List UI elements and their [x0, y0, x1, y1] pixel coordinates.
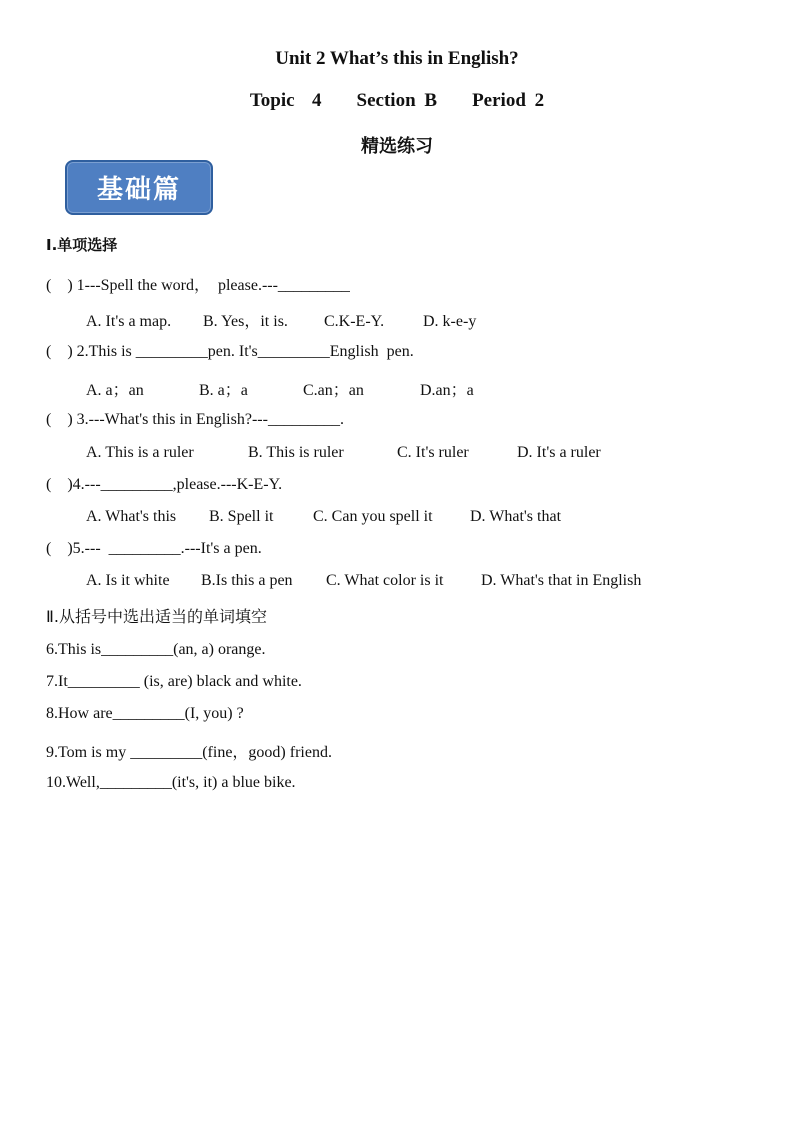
q4-option-d: D. What's that [470, 508, 562, 525]
question-1-options [86, 308, 476, 331]
q3-option-d: D. It's a ruler [517, 444, 601, 461]
q3-option-b: B. This is ruler [248, 444, 344, 461]
fill-item-9: 9.Tom is my _________(fine，good) friend. [46, 744, 332, 761]
fill-item-10: 10.Well,_________(it's, it) a blue bike. [46, 774, 296, 791]
section1-heading: I.单项选择 [46, 236, 118, 254]
question-5-options [86, 572, 641, 590]
q5-option-a: A. Is it white [86, 572, 170, 589]
q1-option-c: C.K-E-Y. [324, 313, 385, 330]
q2-option-d: D.an；a [420, 382, 474, 399]
page-title: Unit 2 What’s this in English? [275, 48, 519, 69]
q1-option-a: A. It's a map. [86, 313, 172, 330]
fill-item-8: 8.How are_________(I, you) ? [46, 705, 244, 722]
q2-option-c: C.an；an [303, 382, 364, 399]
question-2-options [86, 377, 474, 400]
q1-option-d: D. k-e-y [423, 313, 477, 330]
q5-option-d: D. What's that in English [481, 572, 642, 589]
question-5-stem: ( )5.--- _________.---It's a pen. [46, 540, 262, 557]
q3-option-c: C. It's ruler [397, 444, 469, 461]
question-1-stem: ( ) 1---Spell the word， please.---_________ [46, 277, 350, 294]
page-label: 精选练习 [361, 136, 433, 157]
q3-option-a: A. This is a ruler [86, 444, 194, 461]
q2-option-b: B. a；a [199, 382, 248, 399]
q5-option-c: C. What color is it [326, 572, 444, 589]
q1-option-b: B. Yes，it is. [203, 313, 288, 330]
q2-option-a: A. a；an [86, 382, 144, 399]
question-2-stem: ( ) 2.This is _________pen. It's_________English pen. [46, 343, 414, 360]
section2-heading: Ⅱ.从括号中选出适当的单词填空 [46, 607, 267, 626]
question-3-options [86, 444, 601, 462]
section-banner: 基础篇 [65, 160, 213, 215]
q5-option-b: B.Is this a pen [201, 572, 293, 589]
q4-option-b: B. Spell it [209, 508, 274, 525]
q4-option-c: C. Can you spell it [313, 508, 433, 525]
page-subtitle: Topic 4 Section B Period 2 [249, 90, 545, 111]
question-4-stem: ( )4.---_________,please.---K-E-Y. [46, 476, 283, 493]
fill-item-6: 6.This is_________(an, a) orange. [46, 641, 266, 658]
question-4-options [86, 508, 561, 526]
question-3-stem: ( ) 3.---What's this in English?---_________. [46, 411, 344, 428]
fill-item-7: 7.It_________ (is, are) black and white. [46, 673, 302, 690]
q4-option-a: A. What's this [86, 508, 177, 525]
